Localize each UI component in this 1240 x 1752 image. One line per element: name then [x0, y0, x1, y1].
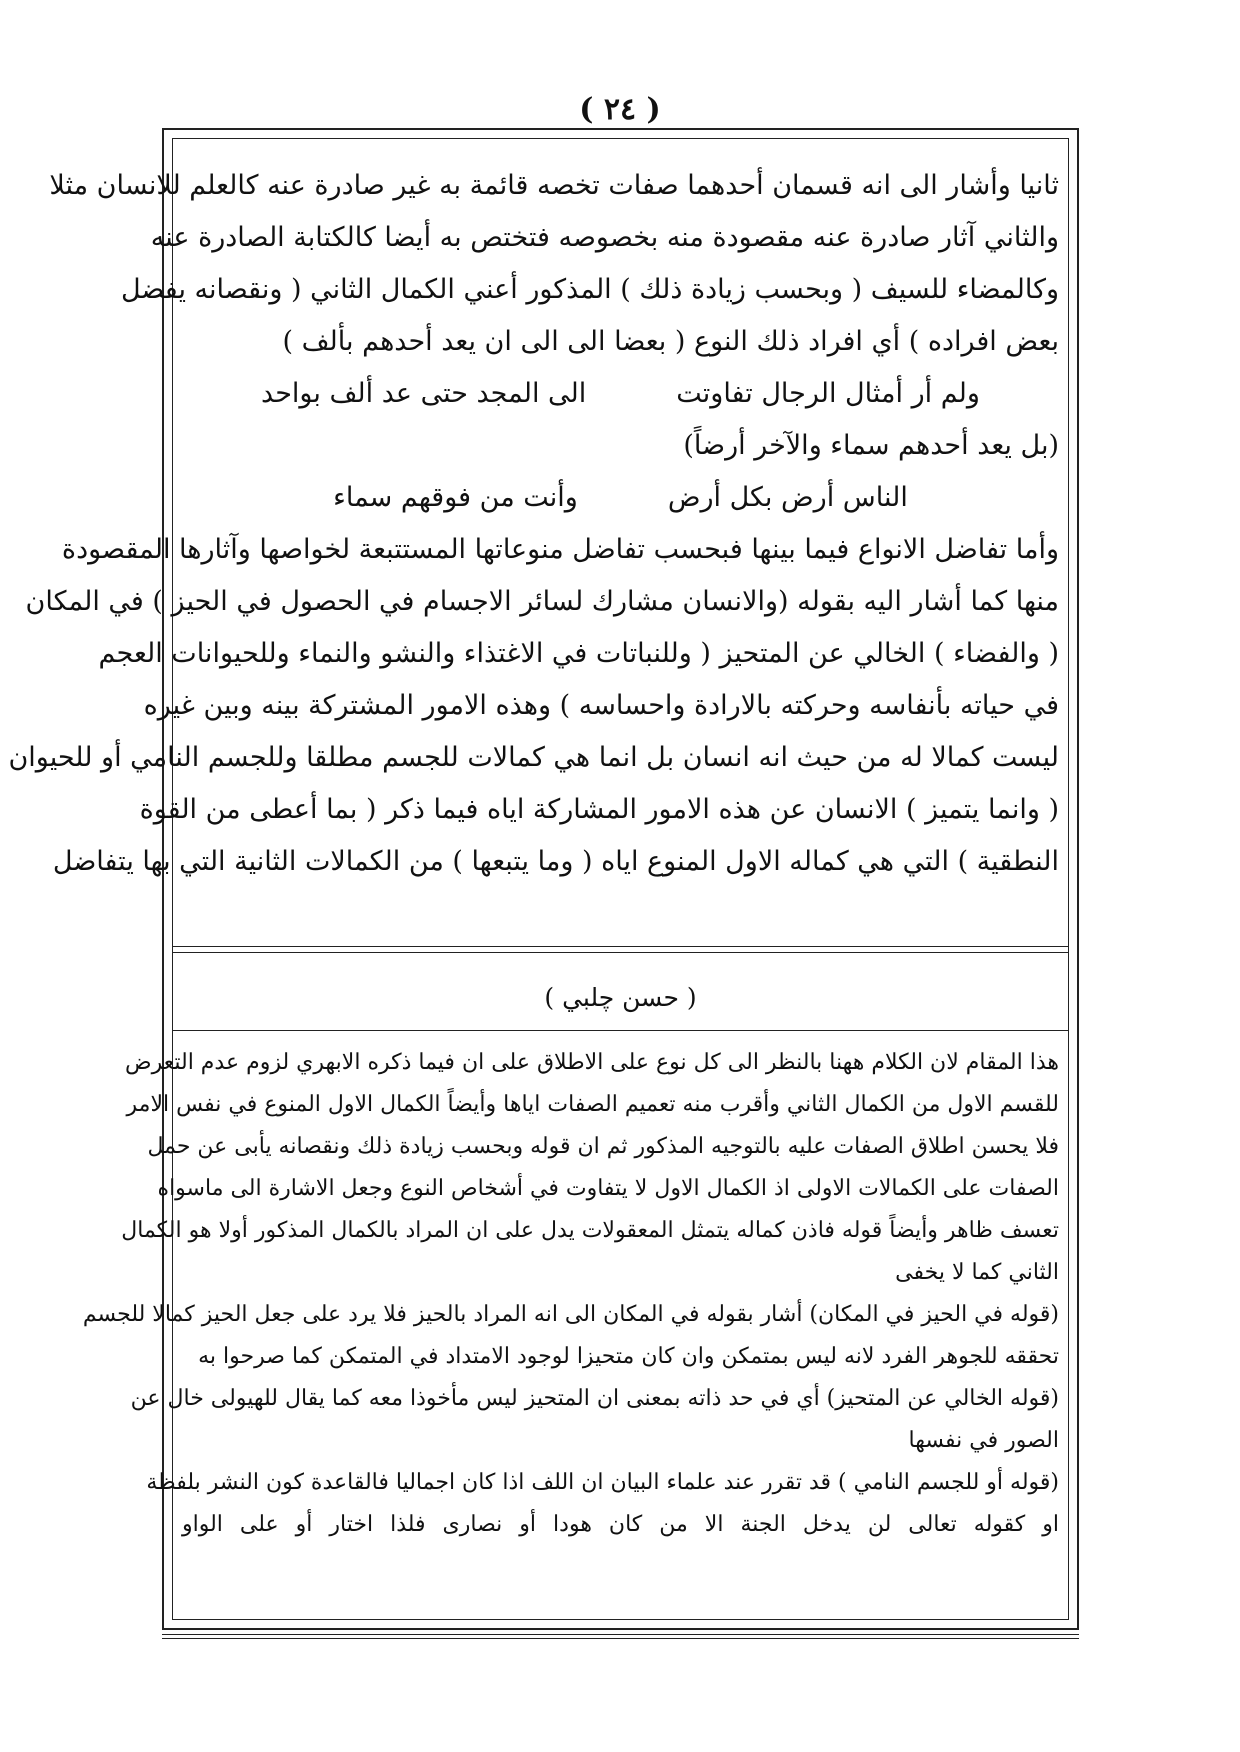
verse-hemistich-left: الى المجد حتى عد ألف بواحد: [261, 378, 587, 409]
main-text-line: وأما تفاضل الانواع فيما بينها فبحسب تفاضل منوعاتها المستتبعة لخواصها وآثارها المقصودة: [61, 534, 1059, 565]
main-text-line: (بل يعد أحدهم سماء والآخر أرضاً): [683, 430, 1059, 461]
commentary-line: هذا المقام لان الكلام ههنا بالنظر الى كل نوع على الاطلاق على ان فيما ذكره الابهري لزوم عدم التعرض: [125, 1050, 1059, 1075]
main-text-line: ليست كمالا له من حيث انه انسان بل انما هي كمالات للجسم مطلقا وللجسم النامي أو للحيوان: [8, 742, 1059, 773]
commentary-line: تحققه للجوهر الفرد لانه ليس بمتمكن وان كان متحيزا لوجود الامتداد في المتمكن كما صرحوا به: [198, 1344, 1059, 1369]
commentary-line: الثاني كما لا يخفى: [895, 1260, 1059, 1285]
main-text-line: والثاني آثار صادرة عنه مقصودة منه بخصوصه فتختص به أيضا كالكتابة الصادرة عنه: [150, 222, 1059, 253]
caption-divider: [172, 1030, 1069, 1031]
verse-hemistich-right: ولم أر أمثال الرجال تفاوتت: [676, 378, 980, 409]
commentary-line: او كقوله تعالى لن يدخل الجنة الا من كان هودا أو نصارى فلذا اختار أو على الواو: [182, 1512, 1059, 1537]
main-text: [8, 160, 1059, 888]
verse: [182, 472, 1059, 524]
main-text-line: ( والفضاء ) الخالي عن المتحيز ( وللنباتات في الاغتذاء والنشو والنماء وللحيوانات العجم: [98, 638, 1059, 669]
main-text-line: في حياته بأنفاسه وحركته بالارادة واحساسه ) وهذه الامور المشتركة بينه وبين غيره: [143, 690, 1059, 721]
commentary-line: (قوله الخالي عن المتحيز) أي في حد ذاته بمعنى ان المتحيز ليس مأخوذا معه كما يقال للهيولى خال عن: [130, 1386, 1059, 1411]
main-text-line: بعض افراده ) أي افراد ذلك النوع ( بعضا الى الى ان يعد أحدهم بألف ): [282, 326, 1059, 357]
commentary-text: [82, 1042, 1059, 1546]
commentary-line: للقسم الاول من الكمال الثاني وأقرب منه تعميم الصفات اياها وأيضاً الكمال الاول المنوع في نفس الامر: [126, 1092, 1059, 1117]
verse-hemistich-right: الناس أرض بكل أرض: [667, 482, 908, 513]
commentary-line: تعسف ظاهر وأيضاً قوله فاذن كماله يتمثل المعقولات يدل على ان المراد بالكمال المذكور أولا هو الكمال: [121, 1218, 1059, 1243]
commentary-line: الصور في نفسها: [908, 1428, 1059, 1453]
verse: [182, 368, 1059, 420]
commentary-caption: ( حسن چلبي ): [544, 983, 697, 1012]
main-text-line: النطقية ) التي هي كماله الاول المنوع اياه ( وما يتبعها ) من الكمالات الثانية التي بها يتفاضل: [52, 846, 1059, 877]
main-text-line: وكالمضاء للسيف ( وبحسب زيادة ذلك ) المذكور أعني الكمال الثاني ( ونقصانه يفضل: [120, 274, 1059, 305]
commentary-line: الصفات على الكمالات الاولى اذ الكمال الاول لا يتفاوت في أشخاص النوع وجعل الاشارة الى ماسواه: [157, 1176, 1059, 1201]
commentary-line: (قوله في الحيز في المكان) أشار بقوله في المكان الى انه المراد بالحيز فلا يرد على جعل الحيز كمالا للجسم: [82, 1302, 1059, 1327]
page-number: ( ٢٤ ): [579, 92, 661, 127]
verse-hemistich-left: وأنت من فوقهم سماء: [333, 482, 578, 513]
section-divider: [172, 946, 1069, 953]
commentary-line: (قوله أو للجسم النامي ) قد تقرر عند علماء البيان ان اللف اذا كان اجماليا فالقاعدة كون النشر بلفظة: [146, 1470, 1059, 1495]
main-text-line: ( وانما يتميز ) الانسان عن هذه الامور المشاركة اياه فيما ذكر ( بما أعطى من القوة: [139, 794, 1059, 825]
main-text-line: ثانيا وأشار الى انه قسمان أحدهما صفات تخصه قائمة به غير صادرة عنه كالعلم للانسان مثلا: [49, 170, 1059, 201]
bottom-divider: [162, 1634, 1079, 1639]
main-text-line: منها كما أشار اليه بقوله (والانسان مشارك لسائر الاجسام في الحصول في الحيز ) في المكان: [25, 586, 1059, 617]
commentary-line: فلا يحسن اطلاق الصفات عليه بالتوجيه المذكور ثم ان قوله وبحسب زيادة ذلك ونقصانه يأبى عن حمل: [147, 1134, 1059, 1159]
